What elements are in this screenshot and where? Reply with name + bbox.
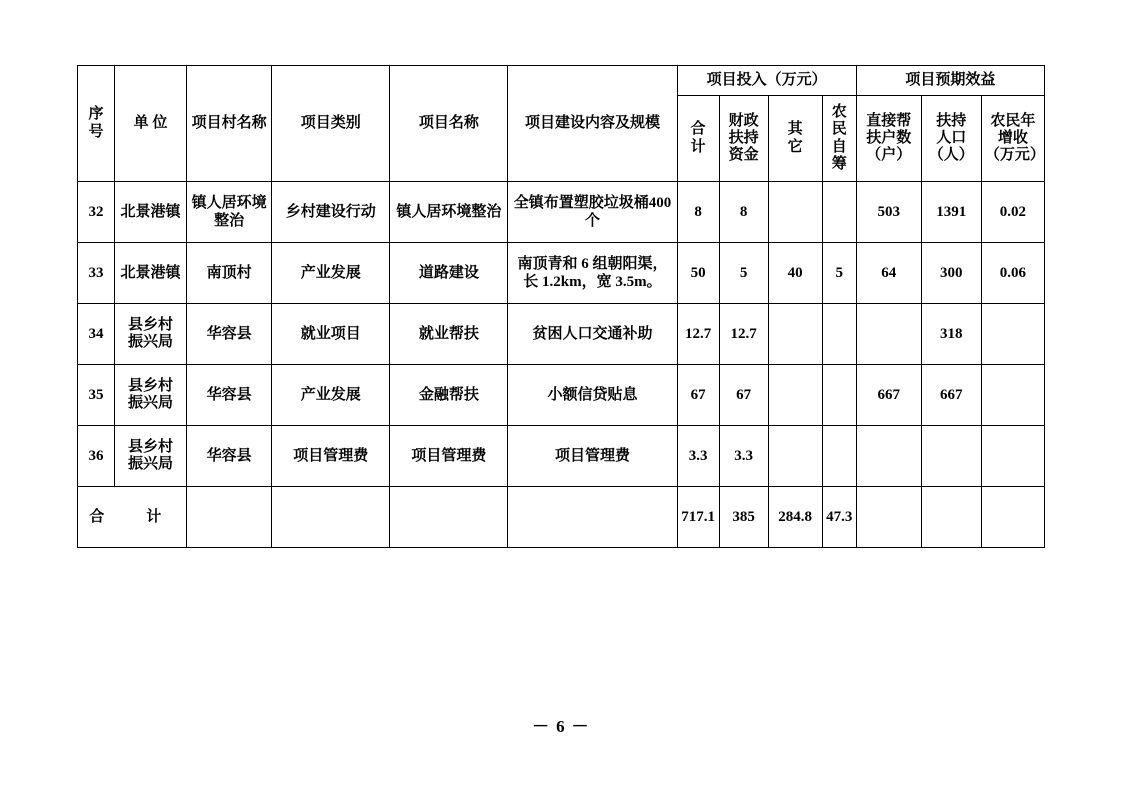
table-row — [78, 182, 1045, 243]
col-header-population: 扶持 人口 （人） — [921, 96, 981, 182]
cell-seq: 33 — [78, 243, 115, 304]
cell-village: 华容县 — [187, 365, 272, 426]
cell-total: 12.7 — [677, 304, 719, 365]
cell-income: 0.02 — [981, 182, 1044, 243]
total-project-name — [390, 487, 508, 548]
total-population — [921, 487, 981, 548]
col-header-total: 合 计 — [677, 96, 719, 182]
cell-income — [981, 426, 1044, 487]
group-header-investment: 项目投入（万元） — [677, 66, 856, 96]
cell-category: 项目管理费 — [272, 426, 390, 487]
cell-village: 镇人居环境整治 — [187, 182, 272, 243]
project-table — [77, 65, 1045, 548]
cell-village: 华容县 — [187, 426, 272, 487]
table-row — [78, 243, 1045, 304]
cell-fiscal: 5 — [719, 243, 768, 304]
col-header-project-name: 项目名称 — [390, 66, 508, 182]
cell-population: 667 — [921, 365, 981, 426]
cell-other: 40 — [768, 243, 822, 304]
total-total: 717.1 — [677, 487, 719, 548]
cell-fiscal: 3.3 — [719, 426, 768, 487]
col-header-fiscal: 财政 扶持 资金 — [719, 96, 768, 182]
cell-population — [921, 426, 981, 487]
page-number: － 6 － — [532, 717, 590, 736]
col-header-content: 项目建设内容及规模 — [508, 66, 677, 182]
cell-fiscal: 8 — [719, 182, 768, 243]
cell-content: 全镇布置塑胶垃圾桶400个 — [508, 182, 677, 243]
cell-households — [856, 304, 921, 365]
group-header-benefit: 项目预期效益 — [856, 66, 1044, 96]
total-content — [508, 487, 677, 548]
cell-project-name: 就业帮扶 — [390, 304, 508, 365]
cell-income — [981, 304, 1044, 365]
total-label: 合 计 — [78, 487, 187, 548]
table-total-row — [78, 487, 1045, 548]
col-header-other: 其 它 — [768, 96, 822, 182]
cell-unit: 县乡村 振兴局 — [115, 426, 187, 487]
cell-project-name: 金融帮扶 — [390, 365, 508, 426]
cell-unit: 县乡村 振兴局 — [115, 304, 187, 365]
cell-self-funded — [822, 426, 856, 487]
table-row — [78, 304, 1045, 365]
cell-other — [768, 426, 822, 487]
cell-fiscal: 67 — [719, 365, 768, 426]
cell-self-funded — [822, 365, 856, 426]
col-header-self-funded: 农 民 自 筹 — [822, 96, 856, 182]
cell-population: 1391 — [921, 182, 981, 243]
cell-content: 项目管理费 — [508, 426, 677, 487]
cell-other — [768, 365, 822, 426]
cell-village: 华容县 — [187, 304, 272, 365]
cell-village: 南顶村 — [187, 243, 272, 304]
cell-self-funded — [822, 182, 856, 243]
cell-content: 贫困人口交通补助 — [508, 304, 677, 365]
col-header-category: 项目类别 — [272, 66, 390, 182]
cell-project-name: 项目管理费 — [390, 426, 508, 487]
cell-seq: 36 — [78, 426, 115, 487]
total-households — [856, 487, 921, 548]
cell-category: 乡村建设行动 — [272, 182, 390, 243]
total-village — [187, 487, 272, 548]
total-category — [272, 487, 390, 548]
col-header-village: 项目村名称 — [187, 66, 272, 182]
cell-category: 就业项目 — [272, 304, 390, 365]
total-fiscal: 385 — [719, 487, 768, 548]
cell-population: 318 — [921, 304, 981, 365]
cell-total: 8 — [677, 182, 719, 243]
col-header-unit: 单 位 — [115, 66, 187, 182]
cell-project-name: 道路建设 — [390, 243, 508, 304]
col-header-income: 农民年 增收 （万元） — [981, 96, 1044, 182]
cell-unit: 北景港镇 — [115, 182, 187, 243]
cell-income — [981, 365, 1044, 426]
table-row — [78, 365, 1045, 426]
col-header-seq: 序 号 — [78, 66, 115, 182]
cell-income: 0.06 — [981, 243, 1044, 304]
cell-households — [856, 426, 921, 487]
cell-fiscal: 12.7 — [719, 304, 768, 365]
cell-project-name: 镇人居环境整治 — [390, 182, 508, 243]
cell-content: 南顶青和 6 组朝阳渠，长 1.2km，宽 3.5m。 — [508, 243, 677, 304]
cell-unit: 县乡村 振兴局 — [115, 365, 187, 426]
total-other: 284.8 — [768, 487, 822, 548]
cell-total: 50 — [677, 243, 719, 304]
cell-population: 300 — [921, 243, 981, 304]
total-self-funded: 47.3 — [822, 487, 856, 548]
cell-seq: 35 — [78, 365, 115, 426]
cell-seq: 32 — [78, 182, 115, 243]
cell-total: 67 — [677, 365, 719, 426]
cell-self-funded: 5 — [822, 243, 856, 304]
cell-unit: 北景港镇 — [115, 243, 187, 304]
table-group-header-row — [78, 66, 1045, 96]
cell-other — [768, 182, 822, 243]
cell-households: 503 — [856, 182, 921, 243]
col-header-households: 直接帮 扶户数 （户） — [856, 96, 921, 182]
cell-category: 产业发展 — [272, 365, 390, 426]
cell-category: 产业发展 — [272, 243, 390, 304]
table-row — [78, 426, 1045, 487]
cell-households: 667 — [856, 365, 921, 426]
cell-seq: 34 — [78, 304, 115, 365]
total-income — [981, 487, 1044, 548]
cell-households: 64 — [856, 243, 921, 304]
cell-self-funded — [822, 304, 856, 365]
cell-content: 小额信贷贴息 — [508, 365, 677, 426]
cell-other — [768, 304, 822, 365]
cell-total: 3.3 — [677, 426, 719, 487]
